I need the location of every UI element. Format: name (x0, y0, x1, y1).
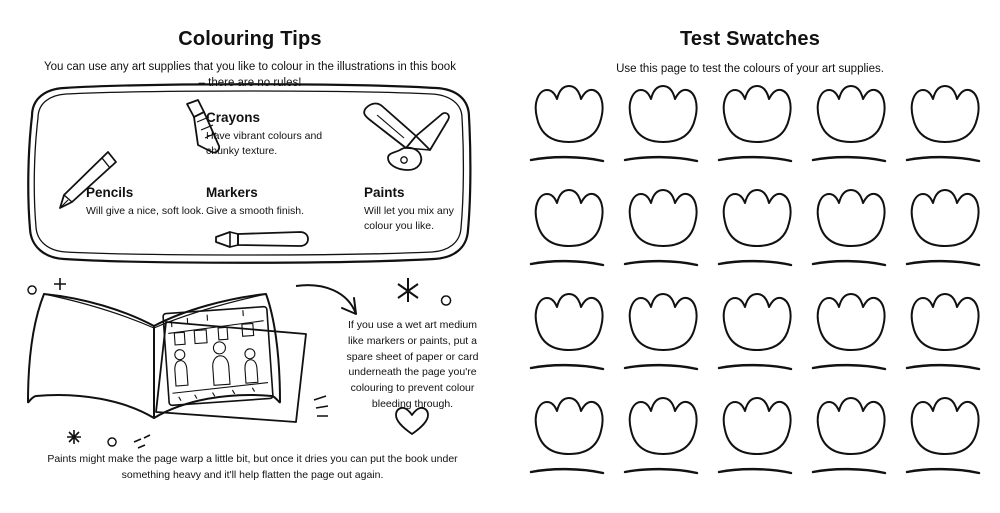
tulip-blob-outline[interactable] (707, 72, 799, 176)
tulip-blob-outline[interactable] (519, 280, 611, 384)
paintbrush-icon (344, 94, 470, 184)
supply-crayons (206, 110, 346, 159)
tulip-blob-outline[interactable] (613, 176, 705, 280)
swatch-cell[interactable] (895, 384, 987, 488)
swatch-cell[interactable] (707, 384, 799, 488)
swatch-cell[interactable] (895, 280, 987, 384)
supply-pencils (86, 185, 206, 219)
supply-name: Paints (364, 185, 405, 200)
right-page-header (520, 28, 980, 78)
tulip-blob-outline[interactable] (613, 280, 705, 384)
supply-name: Pencils (86, 185, 134, 200)
marker-icon (204, 224, 314, 258)
tulip-blob-outline[interactable] (801, 176, 893, 280)
sparkle-icon (388, 272, 468, 320)
tulip-blob-outline[interactable] (519, 72, 611, 176)
tulip-blob-outline[interactable] (801, 280, 893, 384)
tulip-blob-outline[interactable] (801, 384, 893, 488)
tulip-blob-outline[interactable] (895, 384, 987, 488)
swatch-grid (518, 72, 988, 488)
swatch-cell[interactable] (613, 280, 705, 384)
footer-note: Paints might make the page warp a little bit, but once it dries you can put the book under something heavy and it'll help flatten the page out again. (47, 453, 458, 481)
swatch-cell[interactable] (519, 176, 611, 280)
swatch-cell[interactable] (519, 384, 611, 488)
swatch-cell[interactable] (895, 72, 987, 176)
right-page (500, 0, 1000, 513)
swatch-cell[interactable] (801, 72, 893, 176)
tulip-blob-outline[interactable] (707, 176, 799, 280)
swatch-cell[interactable] (707, 72, 799, 176)
supply-paints (364, 185, 484, 234)
page-title: Colouring Tips (178, 28, 322, 50)
supply-desc: Will let you mix any colour you like. (364, 205, 454, 233)
tulip-blob-outline[interactable] (707, 384, 799, 488)
swatch-cell[interactable] (707, 176, 799, 280)
heart-icon (392, 404, 432, 440)
page-subtitle: You can use any art supplies that you like to colour in the illustrations in this book – there are no rules! (44, 61, 456, 89)
art-supplies-box (24, 82, 476, 264)
swatch-cell[interactable] (895, 176, 987, 280)
tulip-blob-outline[interactable] (613, 384, 705, 488)
supply-desc: Have vibrant colours and chunky texture. (206, 130, 323, 158)
tulip-blob-outline[interactable] (895, 280, 987, 384)
tulip-blob-outline[interactable] (895, 72, 987, 176)
tulip-blob-outline[interactable] (801, 72, 893, 176)
supply-desc: Will give a nice, soft look. (86, 205, 204, 217)
supply-name: Markers (206, 185, 258, 200)
supply-name: Crayons (206, 110, 261, 125)
supply-desc: Give a smooth finish. (206, 205, 305, 217)
tulip-blob-outline[interactable] (519, 176, 611, 280)
swatch-cell[interactable] (801, 280, 893, 384)
page-title: Test Swatches (679, 28, 821, 50)
tulip-blob-outline[interactable] (895, 176, 987, 280)
swatch-cell[interactable] (801, 176, 893, 280)
swatch-cell[interactable] (707, 280, 799, 384)
supply-markers (206, 185, 336, 219)
swatch-cell[interactable] (613, 72, 705, 176)
tulip-blob-outline[interactable] (519, 384, 611, 488)
tulip-blob-outline[interactable] (613, 72, 705, 176)
swatch-cell[interactable] (613, 384, 705, 488)
page-subtitle: Use this page to test the colours of your art supplies. (616, 63, 884, 75)
swatch-cell[interactable] (613, 176, 705, 280)
tulip-blob-outline[interactable] (707, 280, 799, 384)
swatch-cell[interactable] (519, 72, 611, 176)
swatch-cell[interactable] (801, 384, 893, 488)
swatch-cell[interactable] (519, 280, 611, 384)
wet-medium-note: If you use a wet art medium like markers or paints, put a spare sheet of paper or card underneath the page you're colouring to prevent colour bleeding through. (346, 319, 479, 410)
